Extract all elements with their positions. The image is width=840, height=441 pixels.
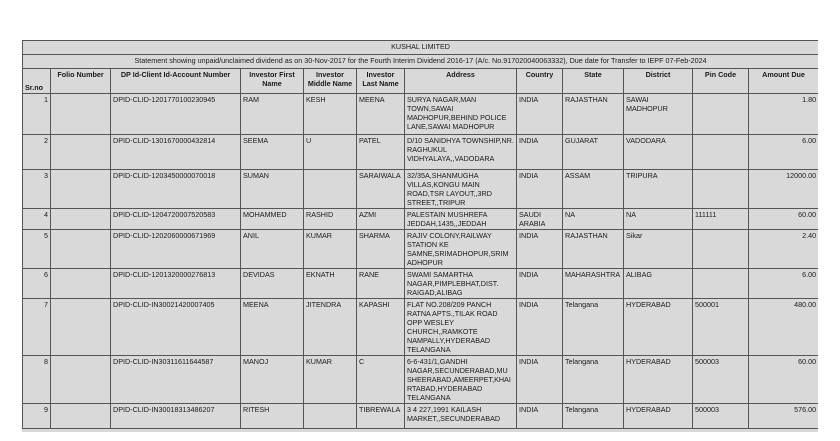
cell-dpid: DPID-CLID-IN30018313486207 [111, 404, 241, 429]
cell-last-name: MEENA [357, 94, 405, 135]
cell-amount-due: 480.00 [749, 299, 819, 356]
cell-pin-code [693, 170, 749, 209]
cell-last-name: TIBREWALA [357, 404, 405, 429]
table-row [23, 230, 819, 269]
cell-last-name: AZMI [357, 209, 405, 230]
cell-amount-due: 6.00 [749, 135, 819, 170]
cell-country: SAUDI ARABIA [517, 209, 563, 230]
cell-state: NA [563, 209, 624, 230]
cell-pin-code: 500001 [693, 299, 749, 356]
cell-last-name: SARAIWALA [357, 170, 405, 209]
cell-state: Telangana [563, 356, 624, 404]
cell-district: HYDERABAD [624, 404, 693, 429]
cell-district: Sikar [624, 230, 693, 269]
cell-country: INDIA [517, 230, 563, 269]
cell-folio [51, 356, 111, 404]
cell-country: INDIA [517, 170, 563, 209]
cell-amount-due: 576.00 [749, 404, 819, 429]
cell-address: FLAT NO.208/209 PANCH RATNA APTS.,TILAK ROAD OPP WESLEY CHURCH,,RAMKOTE NAMPALLY,HYDERABAD TELANGANA [405, 299, 517, 356]
header-district: District [624, 69, 693, 94]
table-row [23, 299, 819, 356]
cell-srno: 6 [23, 269, 51, 299]
cell-first-name: DEVIDAS [241, 269, 304, 299]
cell-amount-due: 6.00 [749, 269, 819, 299]
table-row [23, 356, 819, 404]
cell-folio [51, 209, 111, 230]
cell-amount-due: 2.40 [749, 230, 819, 269]
dividend-table [22, 40, 818, 429]
cell-dpid: DPID-CLID-1203450000070018 [111, 170, 241, 209]
cell-last-name: SHARMA [357, 230, 405, 269]
cell-middle-name: RASHID [304, 209, 357, 230]
cell-pin-code [693, 135, 749, 170]
cell-address: 32/35A,SHANMUGHA VILLAS,KONGU MAIN ROAD,TSR LAYOUT,,3RD STREET,,TRIPUR [405, 170, 517, 209]
cell-dpid: DPID-CLID-IN30311611644587 [111, 356, 241, 404]
cell-amount-due: 1.80 [749, 94, 819, 135]
company-name: KUSHAL LIMITED [23, 41, 819, 55]
cell-address: SWAMI SAMARTHA NAGAR,PIMPLEBHAT,DIST. RAIGAD,ALIBAG [405, 269, 517, 299]
cell-state: ASSAM [563, 170, 624, 209]
cell-country: INDIA [517, 135, 563, 170]
cell-address: SURYA NAGAR,MAN TOWN,SAWAI MADHOPUR,BEHIND POLICE LANE,SAWAI MADHOPUR [405, 94, 517, 135]
cell-first-name: MOHAMMED [241, 209, 304, 230]
cell-state: Telangana [563, 299, 624, 356]
header-pin-code: Pin Code [693, 69, 749, 94]
cell-country: INDIA [517, 404, 563, 429]
cell-folio [51, 269, 111, 299]
cell-state: RAJASTHAN [563, 94, 624, 135]
cell-last-name: RANE [357, 269, 405, 299]
header-dpid: DP Id-Client Id-Account Number [111, 69, 241, 94]
cell-dpid: DPID-CLID-1201770100230945 [111, 94, 241, 135]
cell-middle-name: KUMAR [304, 356, 357, 404]
table-row [23, 135, 819, 170]
cell-srno: 3 [23, 170, 51, 209]
table-row [23, 404, 819, 429]
cell-srno: 1 [23, 94, 51, 135]
cell-state: Telangana [563, 404, 624, 429]
cell-middle-name: KUMAR [304, 230, 357, 269]
cell-middle-name [304, 170, 357, 209]
cell-pin-code [693, 269, 749, 299]
cell-srno: 5 [23, 230, 51, 269]
header-folio: Folio Number [51, 69, 111, 94]
cell-folio [51, 170, 111, 209]
cell-srno: 8 [23, 356, 51, 404]
cell-srno: 9 [23, 404, 51, 429]
cell-srno: 7 [23, 299, 51, 356]
cell-folio [51, 404, 111, 429]
cell-pin-code [693, 230, 749, 269]
cell-district: HYDERABAD [624, 299, 693, 356]
cell-address: 6-6-431/1,GANDHI NAGAR,SECUNDERABAD,MU SHEERABAD,AMEERPET,KHAI RTABAD,HYDERABAD TELANGANA [405, 356, 517, 404]
cell-first-name: ANIL [241, 230, 304, 269]
cell-first-name: RAM [241, 94, 304, 135]
statement-title: Statement showing unpaid/unclaimed dividend as on 30-Nov-2017 for the Fourth Interim Dividend 2016-17 (A/c. No.917020040063332), Due date for Transfer to IEPF 07-Feb-2024 [23, 55, 819, 69]
header-middle-name: Investor Middle Name [304, 69, 357, 94]
cell-state: GUJARAT [563, 135, 624, 170]
cell-dpid: DPID-CLID-1202060000671969 [111, 230, 241, 269]
cell-district: SAWAI MADHOPUR [624, 94, 693, 135]
cell-middle-name [304, 404, 357, 429]
cell-middle-name: EKNATH [304, 269, 357, 299]
cell-state: MAHARASHTRA [563, 269, 624, 299]
cell-pin-code: 500003 [693, 404, 749, 429]
header-last-name: Investor Last Name [357, 69, 405, 94]
header-state: State [563, 69, 624, 94]
table-row [23, 209, 819, 230]
header-address: Address [405, 69, 517, 94]
cell-dpid: DPID-CLID-1204720007520583 [111, 209, 241, 230]
cell-amount-due: 60.00 [749, 356, 819, 404]
cell-first-name: SEEMA [241, 135, 304, 170]
cell-folio [51, 135, 111, 170]
cell-srno: 4 [23, 209, 51, 230]
cell-pin-code [693, 94, 749, 135]
cell-dpid: DPID-CLID-1201320000276813 [111, 269, 241, 299]
cell-middle-name: U [304, 135, 357, 170]
dividend-statement-sheet [22, 40, 818, 432]
cell-folio [51, 94, 111, 135]
cell-country: INDIA [517, 269, 563, 299]
cell-district: TRIPURA [624, 170, 693, 209]
header-amount-due: Amount Due [749, 69, 819, 94]
cell-amount-due: 12000.00 [749, 170, 819, 209]
cell-folio [51, 299, 111, 356]
cell-amount-due: 60.00 [749, 209, 819, 230]
cell-country: INDIA [517, 94, 563, 135]
cell-last-name: C [357, 356, 405, 404]
cell-state: RAJASTHAN [563, 230, 624, 269]
header-country: Country [517, 69, 563, 94]
cell-address: 3 4 227,1991 KAILASH MARKET,,SECUNDERABAD [405, 404, 517, 429]
cell-first-name: RITESH [241, 404, 304, 429]
cell-dpid: DPID-CLID-IN30021420007405 [111, 299, 241, 356]
cell-address: D/10 SANIDHYA TOWNSHIP,NR. RAGHUKUL VIDHYALAYA,,VADODARA [405, 135, 517, 170]
table-row [23, 269, 819, 299]
cell-district: VADODARA [624, 135, 693, 170]
cell-dpid: DPID-CLID-1301670000432814 [111, 135, 241, 170]
cell-srno: 2 [23, 135, 51, 170]
cell-last-name: PATEL [357, 135, 405, 170]
cell-first-name: SUMAN [241, 170, 304, 209]
cell-address: PALESTAIN MUSHREFA JEDDAH,1435,,JEDDAH [405, 209, 517, 230]
cell-district: HYDERABAD [624, 356, 693, 404]
cell-district: NA [624, 209, 693, 230]
cell-district: ALIBAG [624, 269, 693, 299]
header-first-name: Investor First Name [241, 69, 304, 94]
cell-address: RAJIV COLONY,RAILWAY STATION KE SAMNE,SRIMADHOPUR,SRIM ADHOPUR [405, 230, 517, 269]
table-header [23, 69, 819, 94]
cell-first-name: MANOJ [241, 356, 304, 404]
cell-first-name: MEENA [241, 299, 304, 356]
cell-country: INDIA [517, 299, 563, 356]
cell-pin-code: 500003 [693, 356, 749, 404]
cell-folio [51, 230, 111, 269]
cell-last-name: KAPASHI [357, 299, 405, 356]
cell-country: INDIA [517, 356, 563, 404]
cell-pin-code: 111111 [693, 209, 749, 230]
cell-middle-name: JITENDRA [304, 299, 357, 356]
cell-middle-name: KESH [304, 94, 357, 135]
table-row [23, 170, 819, 209]
header-srno: Sr.no [23, 69, 51, 94]
table-row [23, 94, 819, 135]
